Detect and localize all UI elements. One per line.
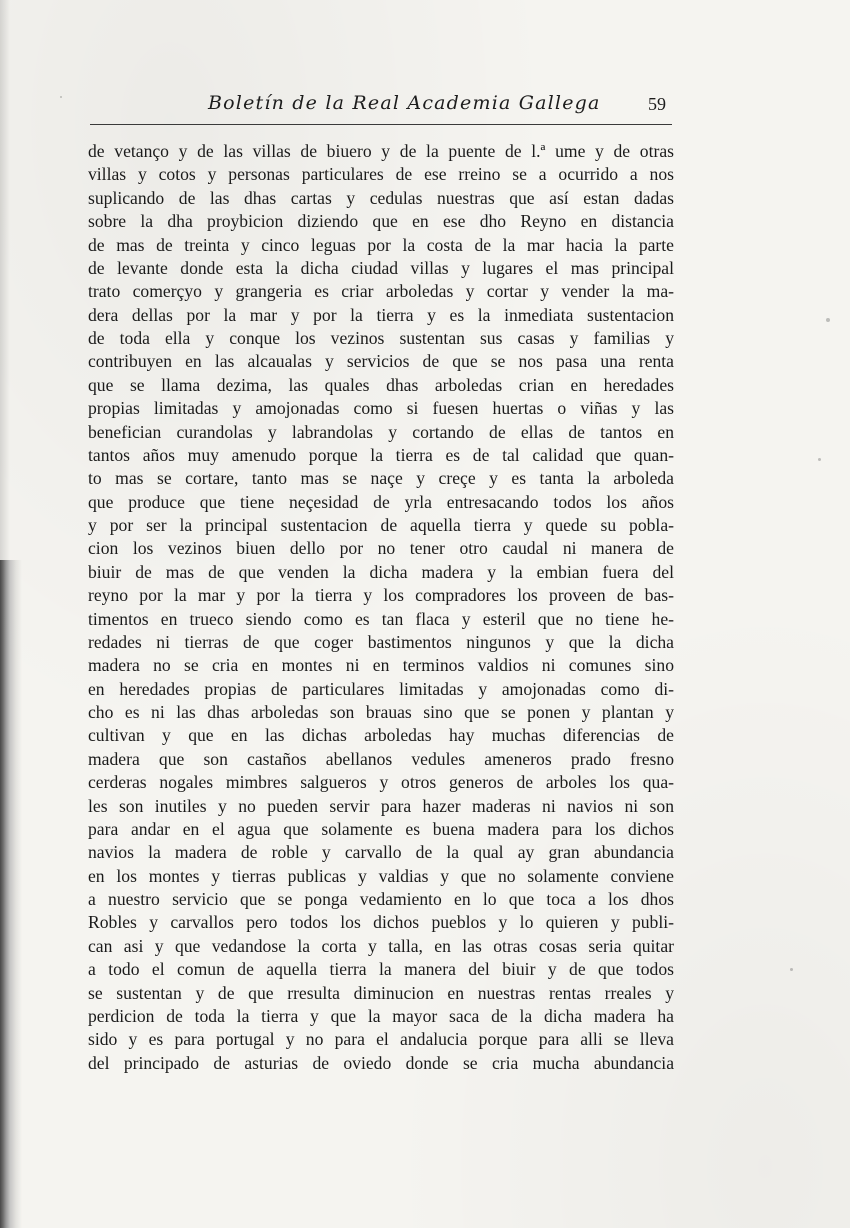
text-line: en heredades propias de particulares limitadas y amojonadas como di- (88, 678, 674, 699)
text-line: perdicion de toda la tierra y que la mayor saca de la dicha madera ha (88, 1005, 674, 1026)
text-line: dera dellas por la mar y por la tierra y es la inmediata sustentacion (88, 304, 674, 325)
text-line: redades ni tierras de que coger bastimentos ningunos y que la dicha (88, 631, 674, 652)
text-line: to mas se cortare, tanto mas se naçe y creçe y es tanta la arboleda (88, 468, 674, 489)
text-line: villas y cotos y personas particulares de ese rreino se a ocurrido a nos (88, 164, 674, 185)
paper-speck (818, 458, 821, 461)
text-line: de mas de treinta y cinco leguas por la costa de la mar hacia la parte (88, 234, 674, 255)
text-line: navios la madera de roble y carvallo de la qual ay gran abundancia (88, 842, 674, 863)
text-line: biuir de mas de que venden la dicha madera y la embian fuera del (88, 561, 674, 582)
text-line: de vetanço y de las villas de biuero y de la puente de l.ª ume y de otras (88, 141, 674, 161)
binding-shadow-top (0, 0, 10, 560)
running-header (90, 88, 672, 122)
text-line: reyno por la mar y por la tierra y los compradores los proveen de bas- (88, 585, 674, 606)
text-line: cerderas nogales mimbres salgueros y otros generos de arboles los qua- (88, 772, 674, 793)
paper-speck (826, 318, 830, 322)
text-line: contribuyen en las alcaualas y servicios de que se nos pasa una renta (88, 351, 674, 372)
text-line: que se llama dezima, las quales dhas arboledas crian en heredades (88, 374, 674, 395)
text-line: a nuestro servicio que se ponga vedamiento en lo que toca a los dhos (88, 889, 674, 909)
text-line: suplicando de las dhas cartas y cedulas nuestras que así estan dadas (88, 187, 674, 208)
text-line: en los montes y tierras publicas y valdias y que no solamente conviene (88, 865, 674, 886)
text-line: y por ser la principal sustentacion de aquella tierra y quede su pobla- (88, 515, 674, 535)
paper-speck (790, 968, 793, 971)
text-line: les son inutiles y no pueden servir para hazer maderas ni navios ni son (88, 795, 674, 816)
text-line: cultivan y que en las dichas arboledas hay muchas diferencias de (88, 725, 674, 746)
text-line: can asi y que vedandose la corta y talla, en las otras cosas seria quitar (88, 935, 674, 956)
text-line: madera no se cria en montes ni en terminos valdios ni comunes sino (88, 655, 674, 676)
text-line: que produce que tiene neçesidad de yrla entresacando todos los años (88, 491, 674, 512)
text-line: se sustentan y de que rresulta diminucion en nuestras rentas rreales y (88, 982, 674, 1003)
text-line: tantos años muy amenudo porque la tierra es de tal calidad que quan- (88, 444, 674, 465)
text-line: propias limitadas y amojonadas como si fuesen huertas o viñas y las (88, 398, 674, 419)
book-binding-edge (0, 560, 22, 1228)
journal-title: Boletín de la Real Academia Gallega (208, 92, 601, 114)
text-line: de levante donde esta la dicha ciudad villas y lugares el mas principal (88, 257, 674, 278)
text-line: cion los vezinos biuen dello por no tener otro caudal ni manera de (88, 538, 674, 559)
page-number: 59 (648, 94, 666, 114)
text-line: sobre la dha proybicion diziendo que en ese dho Reyno en distancia (88, 211, 674, 232)
text-line: de toda ella y conque los vezinos sustentan sus casas y familias y (88, 328, 674, 348)
text-line: Robles y carvallos pero todos los dichos pueblos y lo quieren y publi- (88, 912, 674, 933)
paper-speck (60, 96, 62, 98)
text-line: para andar en el agua que solamente es buena madera para los dichos (88, 818, 674, 839)
text-line: a todo el comun de aquella tierra la manera del biuir y de que todos (88, 959, 674, 980)
text-line: benefician curandolas y labrandolas y cortando de ellas de tantos en (88, 421, 674, 442)
header-rule (90, 124, 672, 125)
text-line: timentos en trueco siendo como es tan flaca y esteril que no tiene he- (88, 608, 674, 629)
text-line: del principado de asturias de oviedo donde se cria mucha abundancia (88, 1052, 674, 1073)
text-line: madera que son castaños abellanos vedules ameneros prado fresno (88, 748, 674, 769)
body-text (88, 140, 674, 1075)
text-line: trato comerçyo y grangeria es criar arboledas y cortar y vender la ma- (88, 281, 674, 302)
text-line: sido y es para portugal y no para el andalucia porque para alli se lleva (88, 1029, 674, 1050)
text-line: cho es ni las dhas arboledas son brauas sino que se ponen y plantan y (88, 702, 674, 722)
